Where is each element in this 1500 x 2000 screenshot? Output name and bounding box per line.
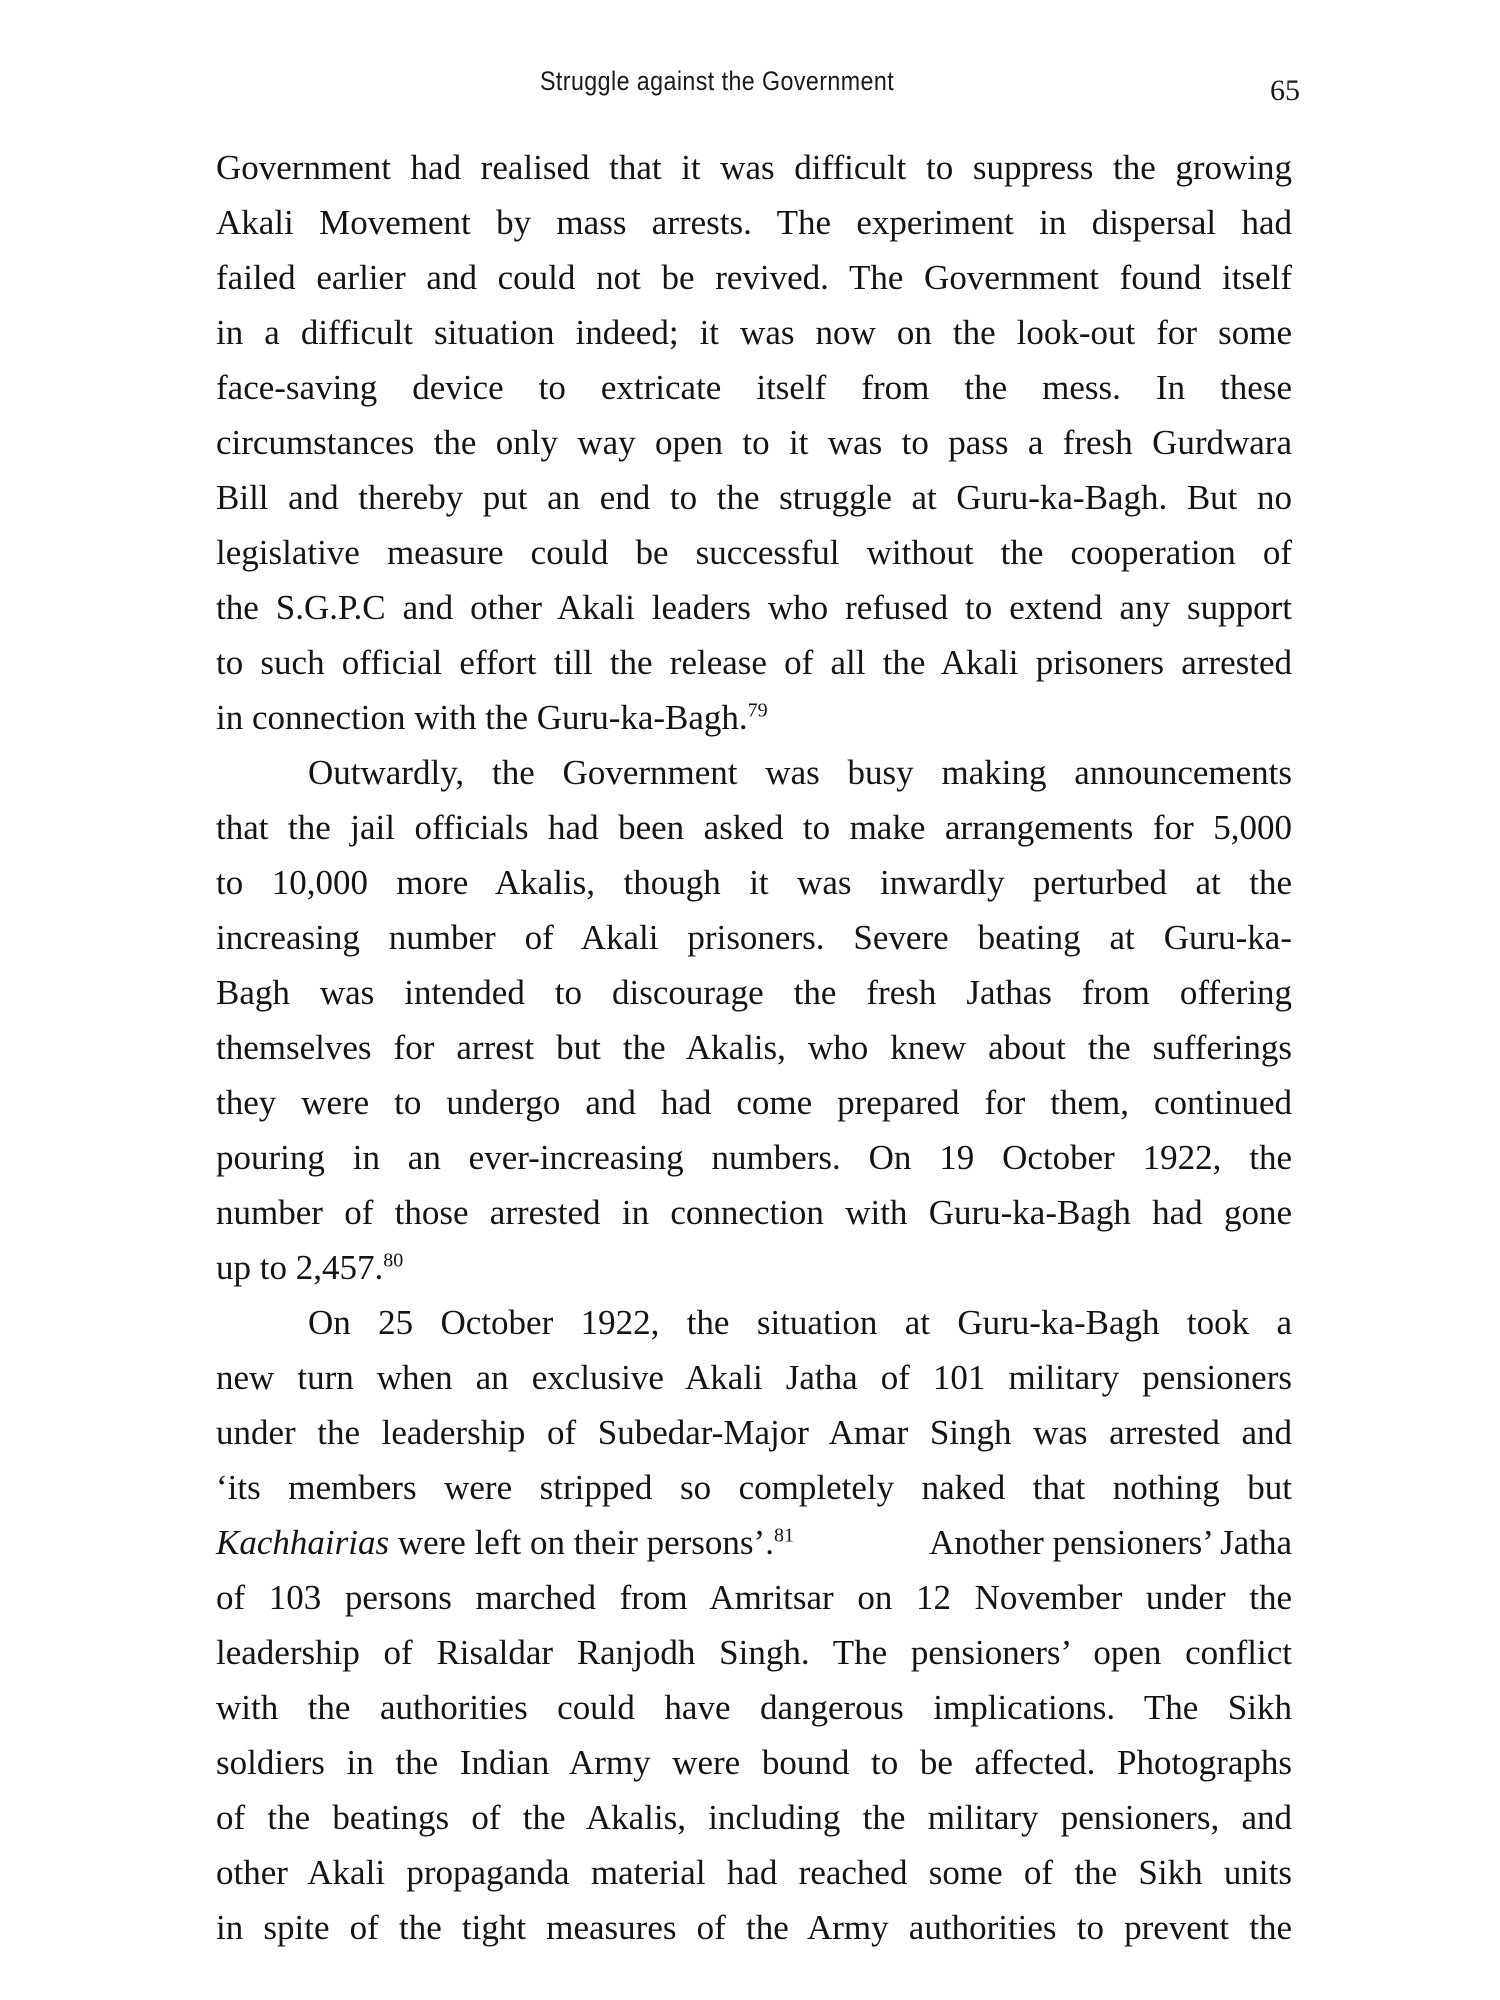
text-line: to such official effort till the release of all the Akali prisoners arrested — [216, 643, 1292, 682]
text-line: face-saving device to extricate itself from the mess. In these — [216, 368, 1292, 407]
footnote-ref-80: 80 — [383, 1249, 404, 1272]
text-line: number of those arrested in connection with Guru-ka-Bagh had gone — [216, 1193, 1292, 1232]
text-line: in spite of the tight measures of the Army authorities to prevent the — [216, 1908, 1292, 1947]
footnote-ref-81: 81 — [773, 1524, 794, 1547]
text-line: Bill and thereby put an end to the struggle at Guru-ka-Bagh. But no — [216, 478, 1292, 517]
text-line: legislative measure could be successful without the cooperation of — [216, 533, 1292, 572]
text-line: they were to undergo and had come prepared for them, continued — [216, 1083, 1292, 1122]
text-line: new turn when an exclusive Akali Jatha of 101 military pensioners — [216, 1358, 1292, 1397]
text-line: in connection with the Guru-ka-Bagh.$^{79}$ — [216, 698, 768, 737]
text-line: Kachhairias were left on their persons’.$^{81}$ Another pensioners’ Jatha — [216, 1523, 1292, 1562]
text-line: with the authorities could have dangerous implications. The Sikh — [216, 1688, 1292, 1727]
text-line: in a difficult situation indeed; it was now on the look-out for some — [216, 313, 1292, 352]
text-line: Akali Movement by mass arrests. The experiment in dispersal had — [216, 203, 1292, 242]
text-line: pouring in an ever-increasing numbers. On 19 October 1922, the — [216, 1138, 1292, 1177]
text-line: On 25 October 1922, the situation at Guru-ka-Bagh took a — [308, 1303, 1292, 1342]
text-line: of 103 persons marched from Amritsar on 12 November under the — [216, 1578, 1292, 1617]
text-line: other Akali propaganda material had reached some of the Sikh units — [216, 1853, 1292, 1892]
text-line: leadership of Risaldar Ranjodh Singh. The pensioners’ open conflict — [216, 1633, 1292, 1672]
text-line: ‘its members were stripped so completely naked that nothing but — [216, 1468, 1292, 1507]
page-number: 65 — [1270, 74, 1300, 107]
text-line: themselves for arrest but the Akalis, who knew about the sufferings — [216, 1028, 1292, 1067]
text-line: Government had realised that it was difficult to suppress the growing — [216, 148, 1292, 187]
text-line: increasing number of Akali prisoners. Severe beating at Guru-ka- — [216, 918, 1292, 957]
footnote-ref-79: 79 — [747, 699, 768, 722]
italic-term: Kachhairias — [216, 1523, 390, 1562]
text-line: that the jail officials had been asked to make arrangements for 5,000 — [216, 808, 1292, 847]
text-line: under the leadership of Subedar-Major Amar Singh was arrested and — [216, 1413, 1292, 1452]
text-line: the S.G.P.C and other Akali leaders who refused to extend any support — [216, 588, 1292, 627]
running-head-title: Struggle against the Government — [540, 66, 895, 96]
text-line: of the beatings of the Akalis, including the military pensioners, and — [216, 1798, 1292, 1837]
text-line: to 10,000 more Akalis, though it was inwardly perturbed at the — [216, 863, 1292, 902]
text-line: circumstances the only way open to it was to pass a fresh Gurdwara — [216, 423, 1292, 462]
text-line: up to 2,457.80 — [216, 1248, 404, 1287]
text-line: Outwardly, the Government was busy making announcements — [308, 753, 1292, 792]
text-line: Bagh was intended to discourage the fresh Jathas from offering — [216, 973, 1292, 1012]
text-line: failed earlier and could not be revived. The Government found itself — [216, 258, 1292, 297]
text-line: soldiers in the Indian Army were bound to be affected. Photographs — [216, 1743, 1292, 1782]
